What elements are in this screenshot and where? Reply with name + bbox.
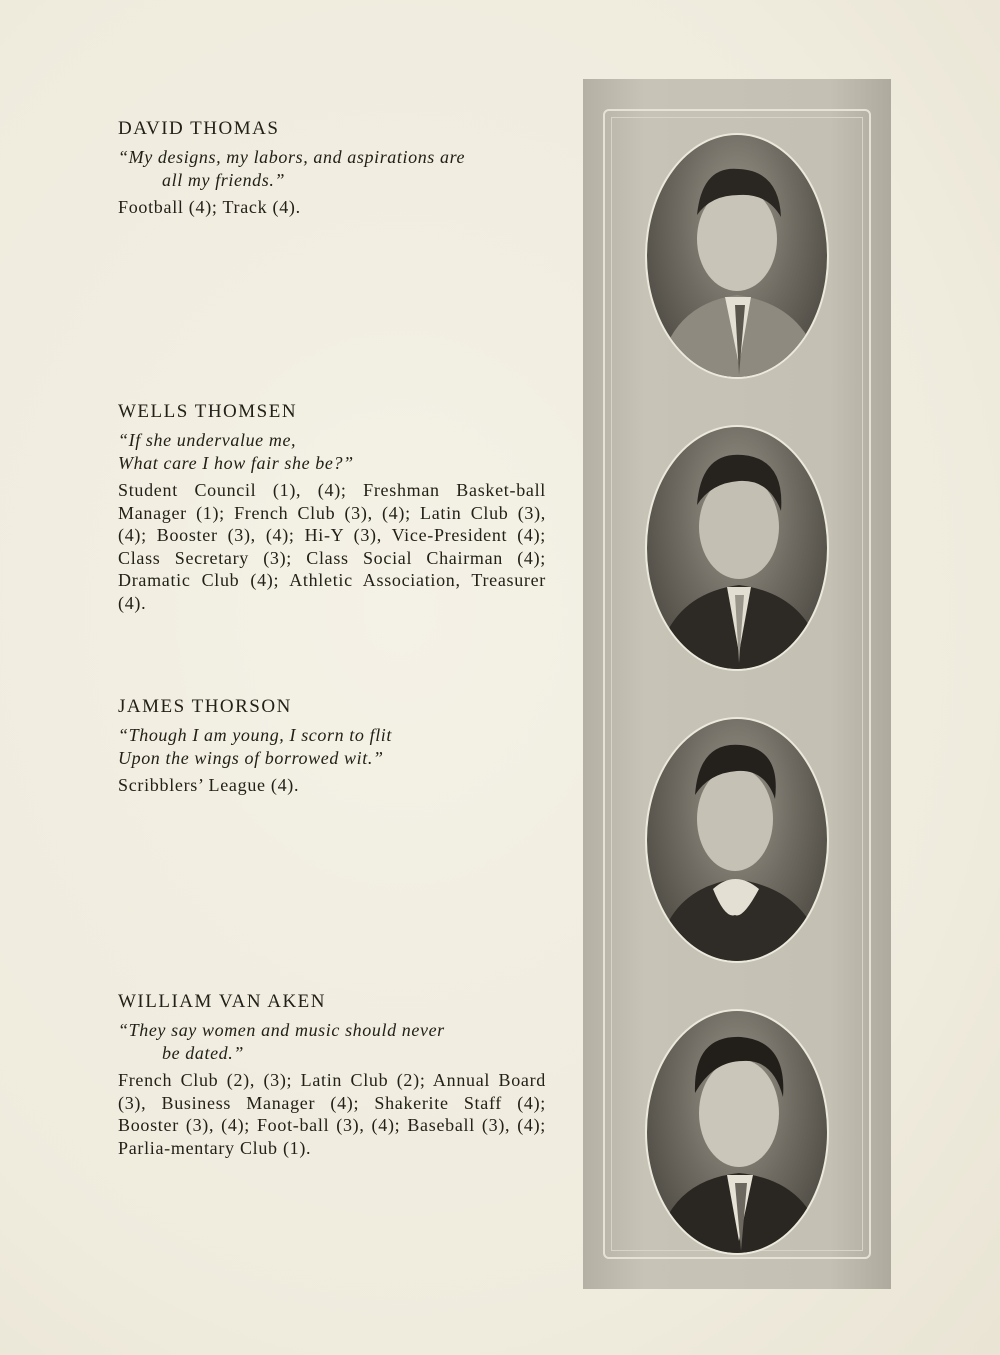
- quote-line: What care I how fair she be?”: [118, 453, 354, 473]
- student-name: JAMES THORSON: [118, 696, 292, 717]
- student-quote: [118, 429, 546, 475]
- student-quote: [118, 724, 546, 770]
- student-name: DAVID THOMAS: [118, 118, 280, 139]
- quote-line: “They say women and music should never: [118, 1020, 445, 1040]
- portrait-strip: [583, 79, 891, 1289]
- quote-line: be dated.”: [162, 1043, 244, 1063]
- student-quote: [118, 146, 546, 192]
- portrait-photo-icon: [645, 133, 829, 379]
- quote-line: “Though I am young, I scorn to flit: [118, 725, 393, 745]
- quote-line: “My designs, my labors, and aspirations are: [118, 147, 466, 167]
- quote-line: “If she undervalue me,: [118, 430, 297, 450]
- student-activities: Football (4); Track (4).: [118, 197, 301, 217]
- student-name: WELLS THOMSEN: [118, 401, 298, 422]
- student-entry-wells-thomsen: [118, 401, 546, 614]
- student-activities: Scribblers’ League (4).: [118, 775, 300, 795]
- student-entry-david-thomas: [118, 118, 546, 219]
- student-quote: [118, 1019, 546, 1065]
- portrait-photo-icon: [645, 425, 829, 671]
- quote-line: Upon the wings of borrowed wit.”: [118, 748, 384, 768]
- portrait-photo-icon: [645, 1009, 829, 1255]
- quote-line: all my friends.”: [162, 170, 286, 190]
- student-activities: Student Council (1), (4); Freshman Basket-ball Manager (1); French Club (3), (4); Latin Club (3), (4); Booster (3), (4); Hi-Y (3), Vice-President (4); Class Secretary (3); Class Social Chairman (4); Dramatic Club (4); Athletic Association, Treasurer (4).: [118, 480, 546, 613]
- student-entry-william-van-aken: [118, 991, 546, 1159]
- portrait-photo-icon: [645, 717, 829, 963]
- student-name: WILLIAM VAN AKEN: [118, 991, 327, 1012]
- student-activities: French Club (2), (3); Latin Club (2); Annual Board (3), Business Manager (4); Shakerite Staff (4); Booster (3), (4); Foot-ball (3), (4); Baseball (3), (4); Parlia-mentary Club (1).: [118, 1070, 546, 1158]
- student-entry-james-thorson: [118, 696, 546, 797]
